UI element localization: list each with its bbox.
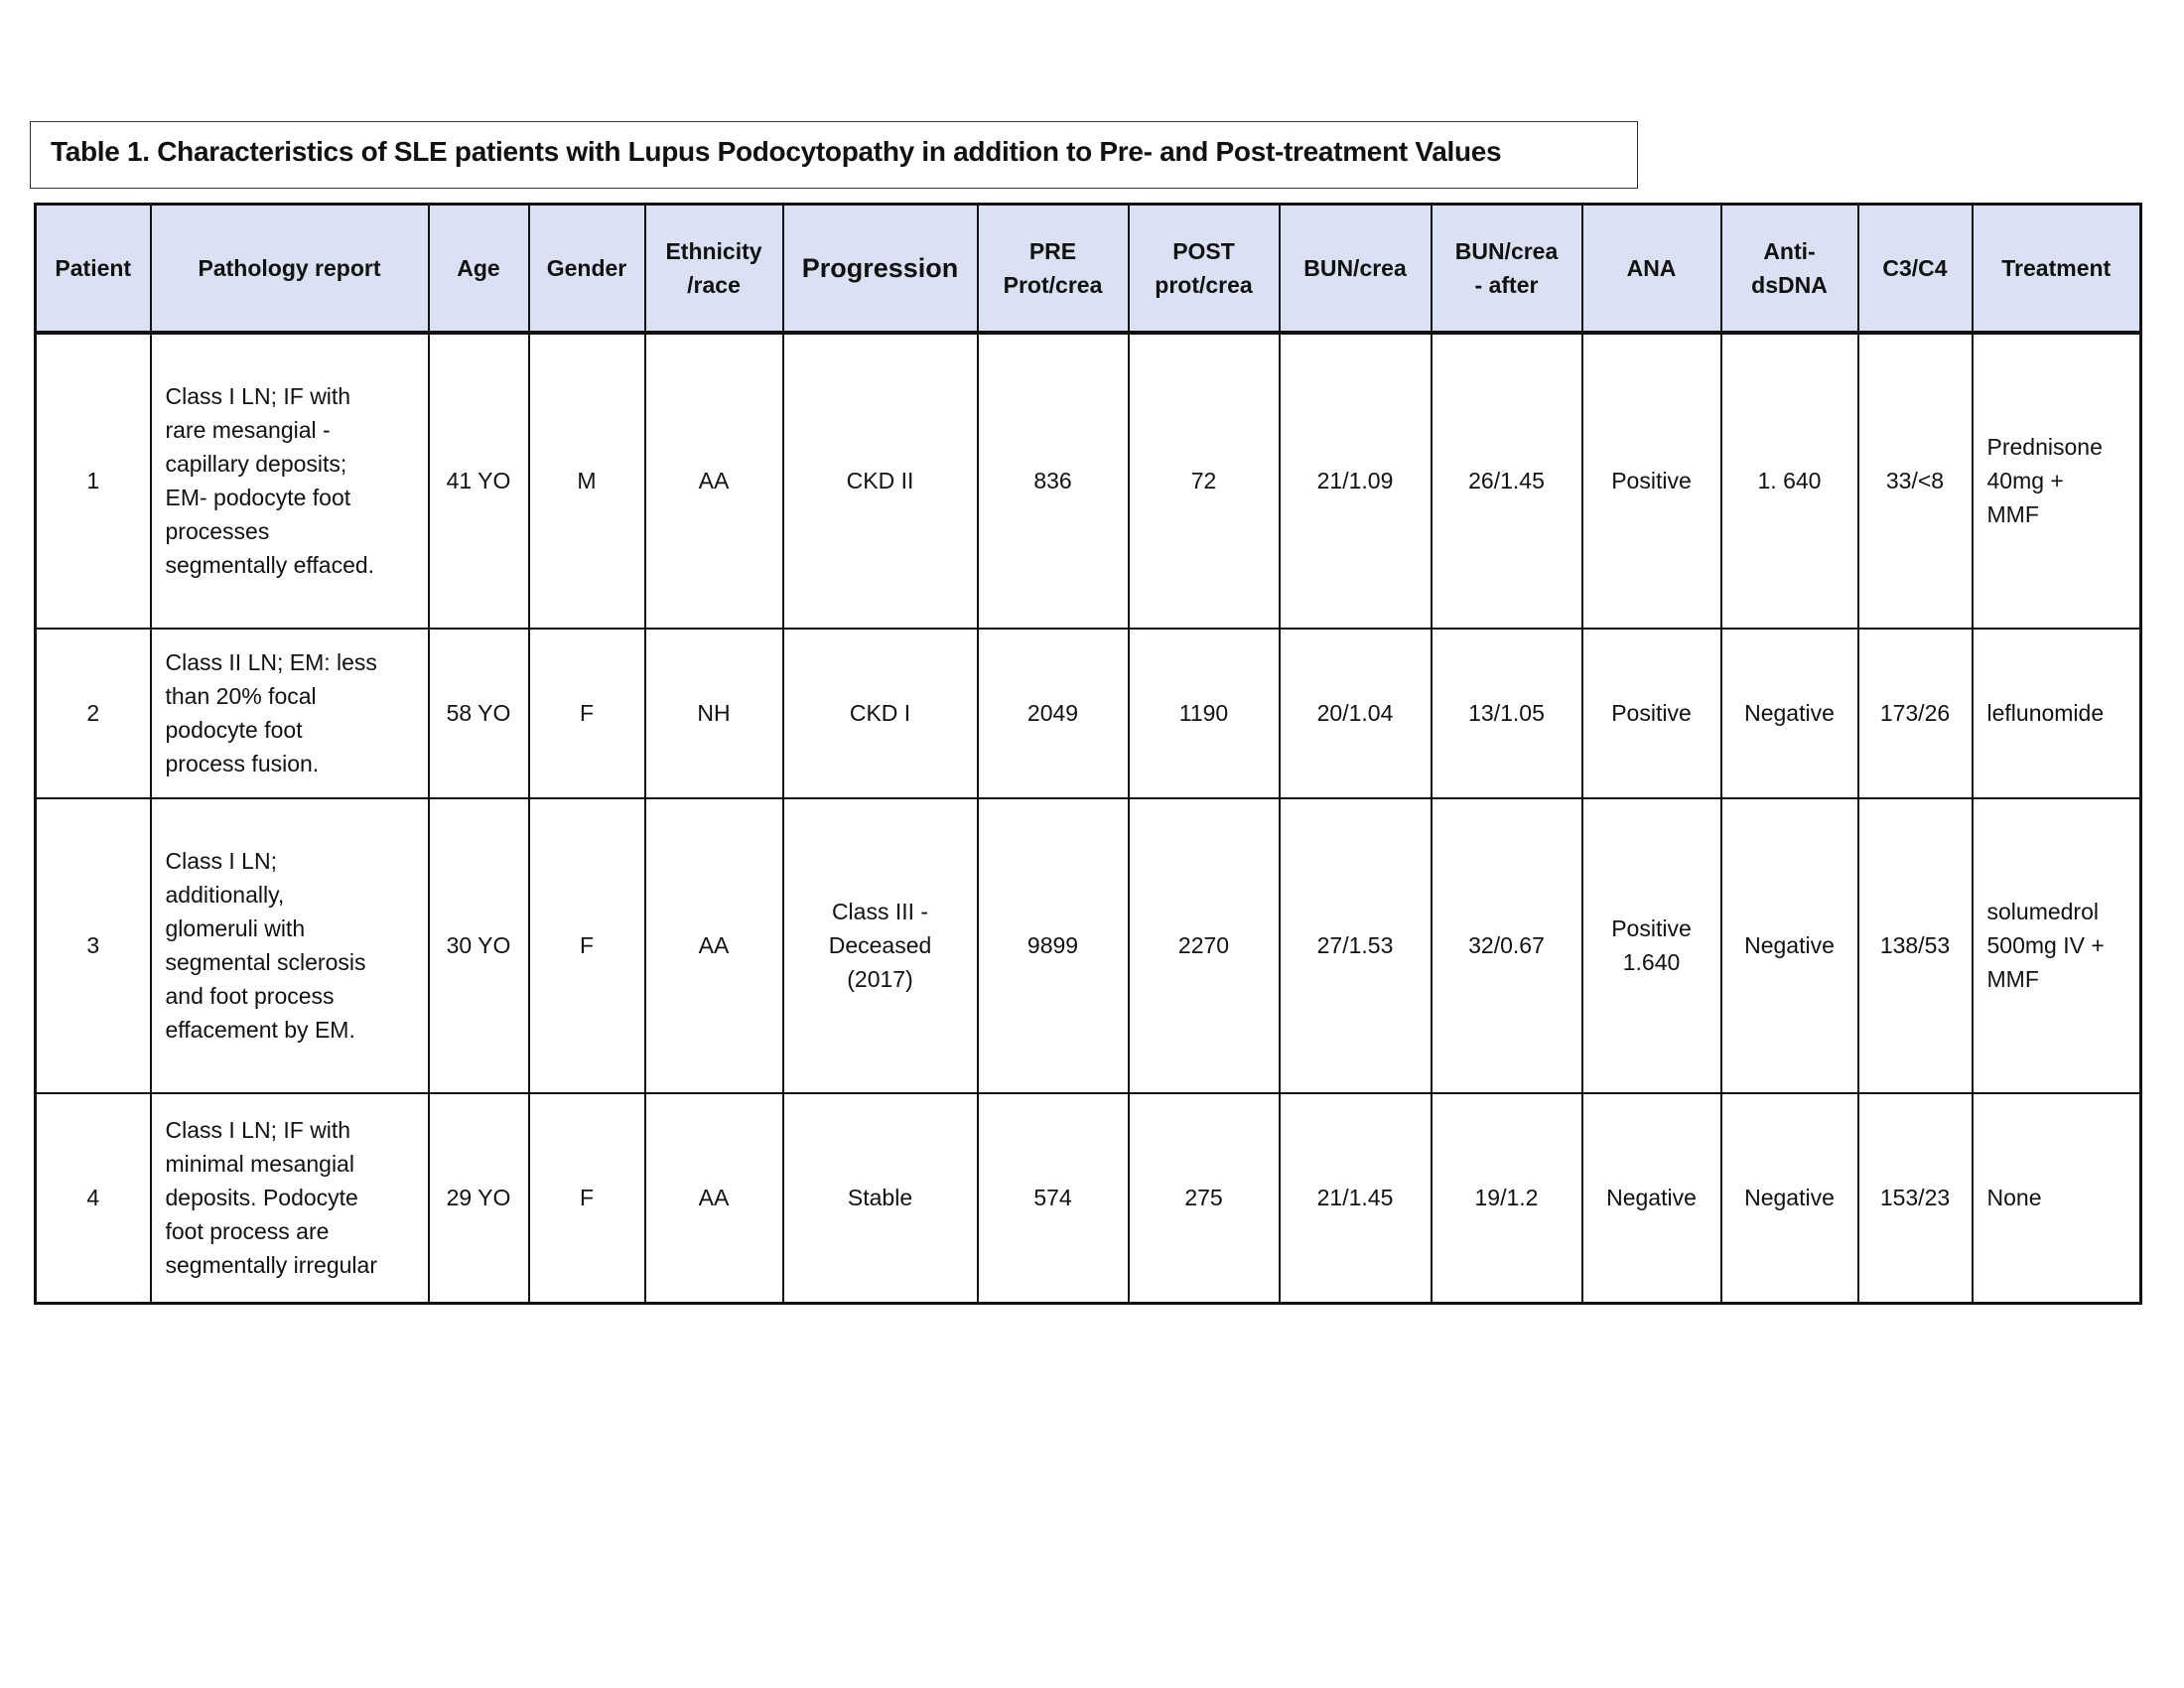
cell-anti-dsdna: Negative bbox=[1721, 1093, 1858, 1304]
cell-anti-dsdna: 1. 640 bbox=[1721, 333, 1858, 629]
cell-progression: Stable bbox=[783, 1093, 978, 1304]
column-header-pre-prot-crea: PRE Prot/crea bbox=[978, 205, 1129, 333]
column-header-ethnicity: Ethnicity /race bbox=[645, 205, 783, 333]
cell-bun-crea: 27/1.53 bbox=[1280, 798, 1432, 1093]
cell-gender: M bbox=[529, 333, 645, 629]
table-row bbox=[36, 333, 2141, 629]
cell-ethnicity: NH bbox=[645, 629, 783, 798]
cell-bun-crea-after: 26/1.45 bbox=[1432, 333, 1582, 629]
column-header-progression: Progression bbox=[783, 205, 978, 333]
cell-ana: Positive 1.640 bbox=[1582, 798, 1721, 1093]
table-row bbox=[36, 629, 2141, 798]
cell-bun-crea: 21/1.45 bbox=[1280, 1093, 1432, 1304]
cell-bun-crea: 20/1.04 bbox=[1280, 629, 1432, 798]
header-row bbox=[36, 205, 2141, 333]
column-header-patient: Patient bbox=[36, 205, 151, 333]
cell-gender: F bbox=[529, 629, 645, 798]
table-caption-box bbox=[30, 121, 1638, 189]
cell-bun-crea: 21/1.09 bbox=[1280, 333, 1432, 629]
cell-bun-crea-after: 13/1.05 bbox=[1432, 629, 1582, 798]
cell-anti-dsdna: Negative bbox=[1721, 629, 1858, 798]
cell-c3-c4: 138/53 bbox=[1858, 798, 1973, 1093]
cell-treatment: Prednisone 40mg + MMF bbox=[1973, 333, 2141, 629]
cell-post-prot-crea: 72 bbox=[1129, 333, 1280, 629]
cell-patient: 4 bbox=[36, 1093, 151, 1304]
cell-pre-prot-crea: 836 bbox=[978, 333, 1129, 629]
cell-c3-c4: 33/<8 bbox=[1858, 333, 1973, 629]
cell-post-prot-crea: 2270 bbox=[1129, 798, 1280, 1093]
cell-pathology-report: Class I LN; IF with minimal mesangial deposits. Podocyte foot process are segmentally irregular bbox=[151, 1093, 429, 1304]
column-header-ana: ANA bbox=[1582, 205, 1721, 333]
table-row bbox=[36, 798, 2141, 1093]
cell-patient: 2 bbox=[36, 629, 151, 798]
cell-treatment: solumedrol 500mg IV + MMF bbox=[1973, 798, 2141, 1093]
cell-ethnicity: AA bbox=[645, 333, 783, 629]
column-header-gender: Gender bbox=[529, 205, 645, 333]
cell-bun-crea-after: 32/0.67 bbox=[1432, 798, 1582, 1093]
column-header-pathology-report: Pathology report bbox=[151, 205, 429, 333]
patient-characteristics-table bbox=[34, 203, 2142, 1305]
cell-pre-prot-crea: 9899 bbox=[978, 798, 1129, 1093]
cell-pathology-report: Class I LN; additionally, glomeruli with segmental sclerosis and foot process effacement by EM. bbox=[151, 798, 429, 1093]
cell-pre-prot-crea: 2049 bbox=[978, 629, 1129, 798]
cell-patient: 3 bbox=[36, 798, 151, 1093]
cell-post-prot-crea: 1190 bbox=[1129, 629, 1280, 798]
cell-pathology-report: Class I LN; IF with rare mesangial - capillary deposits; EM- podocyte foot processes segmentally effaced. bbox=[151, 333, 429, 629]
cell-treatment: leflunomide bbox=[1973, 629, 2141, 798]
column-header-bun-crea: BUN/crea bbox=[1280, 205, 1432, 333]
cell-age: 41 YO bbox=[429, 333, 529, 629]
table-row bbox=[36, 1093, 2141, 1304]
cell-c3-c4: 153/23 bbox=[1858, 1093, 1973, 1304]
cell-anti-dsdna: Negative bbox=[1721, 798, 1858, 1093]
cell-age: 58 YO bbox=[429, 629, 529, 798]
cell-ana: Positive bbox=[1582, 333, 1721, 629]
column-header-c3-c4: C3/C4 bbox=[1858, 205, 1973, 333]
cell-c3-c4: 173/26 bbox=[1858, 629, 1973, 798]
cell-ana: Negative bbox=[1582, 1093, 1721, 1304]
cell-gender: F bbox=[529, 1093, 645, 1304]
column-header-bun-crea-after: BUN/crea - after bbox=[1432, 205, 1582, 333]
cell-gender: F bbox=[529, 798, 645, 1093]
cell-progression: CKD II bbox=[783, 333, 978, 629]
column-header-treatment: Treatment bbox=[1973, 205, 2141, 333]
cell-ana: Positive bbox=[1582, 629, 1721, 798]
cell-patient: 1 bbox=[36, 333, 151, 629]
cell-progression: Class III - Deceased (2017) bbox=[783, 798, 978, 1093]
cell-treatment: None bbox=[1973, 1093, 2141, 1304]
cell-post-prot-crea: 275 bbox=[1129, 1093, 1280, 1304]
cell-pathology-report: Class II LN; EM: less than 20% focal podocyte foot process fusion. bbox=[151, 629, 429, 798]
cell-age: 30 YO bbox=[429, 798, 529, 1093]
column-header-post-prot-crea: POST prot/crea bbox=[1129, 205, 1280, 333]
column-header-anti-dsdna: Anti- dsDNA bbox=[1721, 205, 1858, 333]
column-header-age: Age bbox=[429, 205, 529, 333]
cell-progression: CKD I bbox=[783, 629, 978, 798]
cell-ethnicity: AA bbox=[645, 1093, 783, 1304]
cell-pre-prot-crea: 574 bbox=[978, 1093, 1129, 1304]
table-caption: Table 1. Characteristics of SLE patients with Lupus Podocytopathy in addition to Pre- and Post-treatment Values bbox=[51, 136, 1502, 167]
cell-bun-crea-after: 19/1.2 bbox=[1432, 1093, 1582, 1304]
cell-ethnicity: AA bbox=[645, 798, 783, 1093]
cell-age: 29 YO bbox=[429, 1093, 529, 1304]
